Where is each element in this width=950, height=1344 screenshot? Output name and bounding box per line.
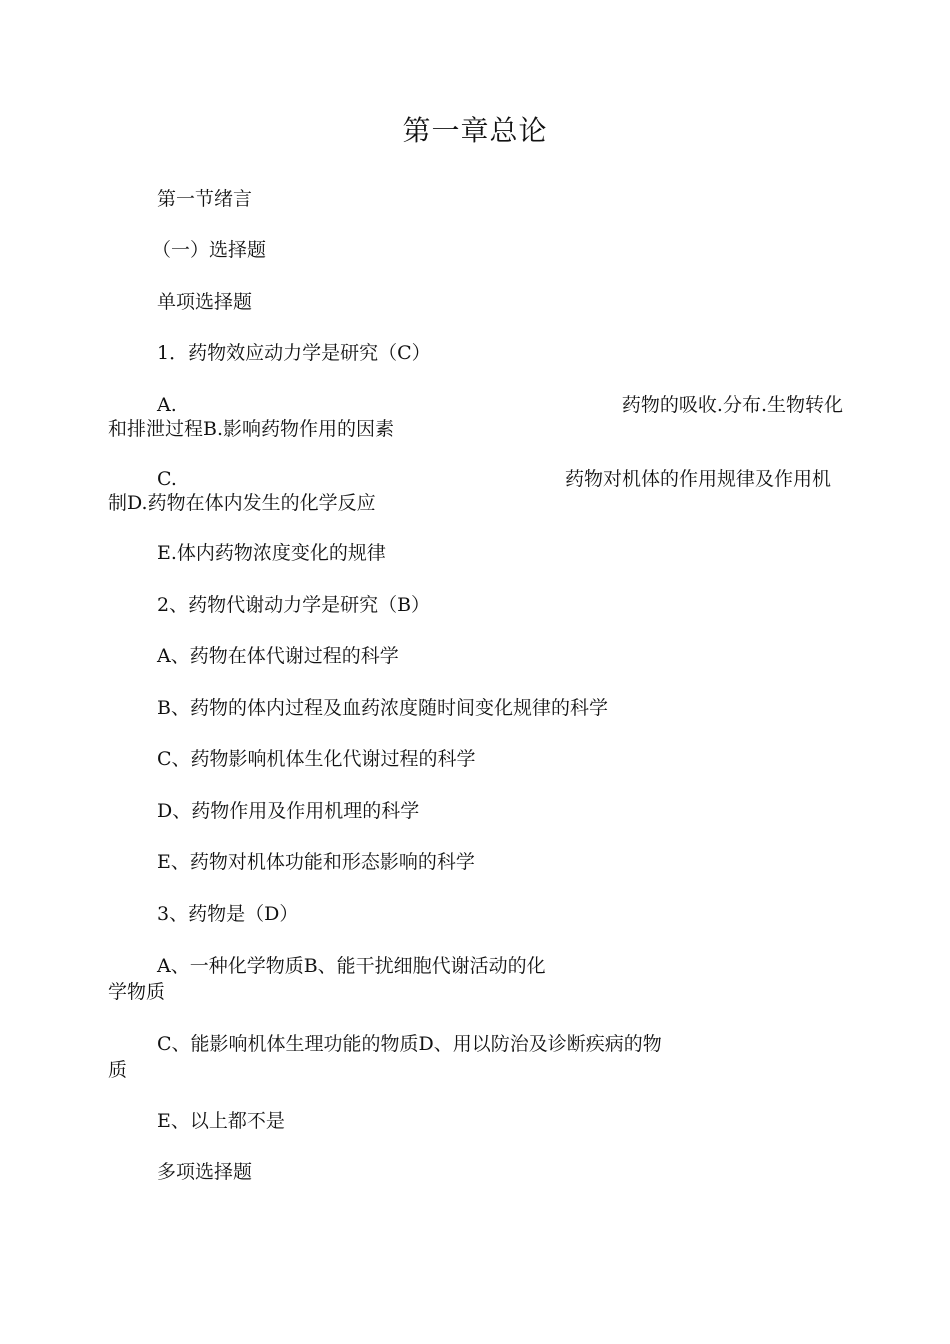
question-1-options-cd-line1 [108,467,831,491]
section-heading: 第一节绪言 [157,188,253,210]
question-1-options-cd [108,467,831,515]
option-c-label: C. [157,468,177,490]
question-2-option-c: C、药物影响机体生化代谢过程的科学 [157,748,476,770]
question-3-options-ab-line1: A、一种化学物质B、能干扰细胞代谢活动的化 [157,955,546,977]
question-3-stem: 3、药物是（D） [157,903,299,925]
question-2-option-b: B、药物的体内过程及血药浓度随时间变化规律的科学 [157,697,608,719]
part-heading: （一）选择题 [152,239,267,261]
chapter-title: 第一章总论 [402,114,548,147]
question-1-options-ab-line2: 和排泄过程B.影响药物作用的因素 [108,418,395,440]
question-1-stem: 1．药物效应动力学是研究（C） [157,342,431,364]
option-a-text: 药物的吸收.分布.生物转化 [621,394,843,416]
question-1-option-e: E.体内药物浓度变化的规律 [157,542,386,564]
question-3-option-e: E、以上都不是 [157,1110,285,1132]
option-c-text: 药物对机体的作用规律及作用机 [564,468,831,490]
question-3-options-cd-line2: 质 [108,1059,128,1081]
question-1-options-ab-line1 [108,393,843,417]
question-2-option-d: D、药物作用及作用机理的科学 [157,800,420,822]
question-2-option-e: E、药物对机体功能和形态影响的科学 [157,851,475,873]
question-3-options-cd-line1: C、能影响机体生理功能的物质D、用以防治及诊断疾病的物 [157,1033,662,1055]
option-a-label: A. [157,394,177,416]
question-1-options-cd-line2: 制D.药物在体内发生的化学反应 [108,492,376,514]
question-2-stem: 2、药物代谢动力学是研究（B） [157,594,431,616]
single-choice-heading: 单项选择题 [157,291,253,313]
question-1-options-ab [108,393,843,441]
multi-choice-heading: 多项选择题 [157,1161,253,1183]
question-2-option-a: A、药物在体代谢过程的科学 [157,645,399,667]
question-3-options-ab-line2: 学物质 [108,981,166,1003]
